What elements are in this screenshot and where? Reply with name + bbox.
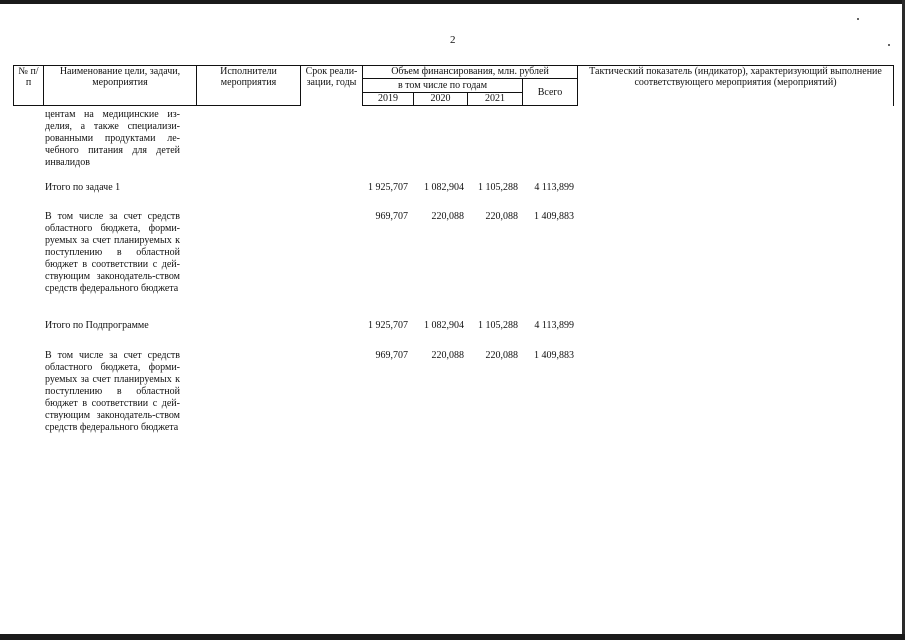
row-name: В том числе за счет средств областного бюджета, форми-руемых за счет планируемых к поступлению в областной бюджет в соответствии с дей-ствующим законодатель-ством средств федерального бюджета	[45, 211, 180, 294]
row-value-total: 4 113,899	[534, 320, 574, 331]
row-value-2019: 969,707	[375, 211, 408, 222]
row-value-2020: 1 082,904	[424, 182, 464, 193]
header-term: Срок реали-зации, годы	[301, 66, 363, 106]
row-name: В том числе за счет средств областного бюджета, форми-руемых за счет планируемых к поступлению в областной бюджет в соответствии с дей-ствующим законодатель-ством средств федерального бюджета	[45, 350, 180, 433]
header-name: Наименование цели, задачи, мероприятия	[44, 66, 197, 106]
row-value-2020: 220,088	[431, 211, 464, 222]
header-year-2019: 2019	[363, 93, 414, 106]
header-year-2020: 2020	[414, 93, 468, 106]
row-name: центам на медицинские из-делия, а также специализи-рованными продуктами ле-чебного питания для детей инвалидов	[45, 109, 180, 168]
header-funding: Объем финансирования, млн. рублей	[363, 66, 578, 79]
row-value-total: 1 409,883	[534, 350, 574, 361]
header-by-years: в том числе по годам	[363, 79, 523, 93]
row-value-total: 4 113,899	[534, 182, 574, 193]
row-value-2019: 1 925,707	[368, 320, 408, 331]
row-value-2019: 969,707	[375, 350, 408, 361]
scan-speck	[888, 44, 890, 46]
row-value-2021: 1 105,288	[478, 182, 518, 193]
row-value-2019: 1 925,707	[368, 182, 408, 193]
row-value-2020: 1 082,904	[424, 320, 464, 331]
header-num: № п/п	[14, 66, 44, 106]
header-total: Всего	[523, 79, 578, 106]
table-header	[13, 65, 894, 106]
header-indicator: Тактический показатель (индикатор), характеризующий выполнение соответствующего мероприятия (мероприятий)	[578, 66, 894, 106]
row-value-2021: 220,088	[485, 350, 518, 361]
row-value-2021: 220,088	[485, 211, 518, 222]
row-value-total: 1 409,883	[534, 211, 574, 222]
scan-bottom-edge	[0, 634, 905, 640]
page-number: 2	[450, 34, 456, 46]
row-value-2021: 1 105,288	[478, 320, 518, 331]
row-name: Итого по Подпрограмме	[45, 320, 149, 331]
scan-top-edge	[0, 0, 905, 4]
row-value-2020: 220,088	[431, 350, 464, 361]
row-name: Итого по задаче 1	[45, 182, 121, 193]
header-executors: Исполнители мероприятия	[197, 66, 301, 106]
scan-speck	[857, 18, 859, 20]
header-year-2021: 2021	[468, 93, 523, 106]
